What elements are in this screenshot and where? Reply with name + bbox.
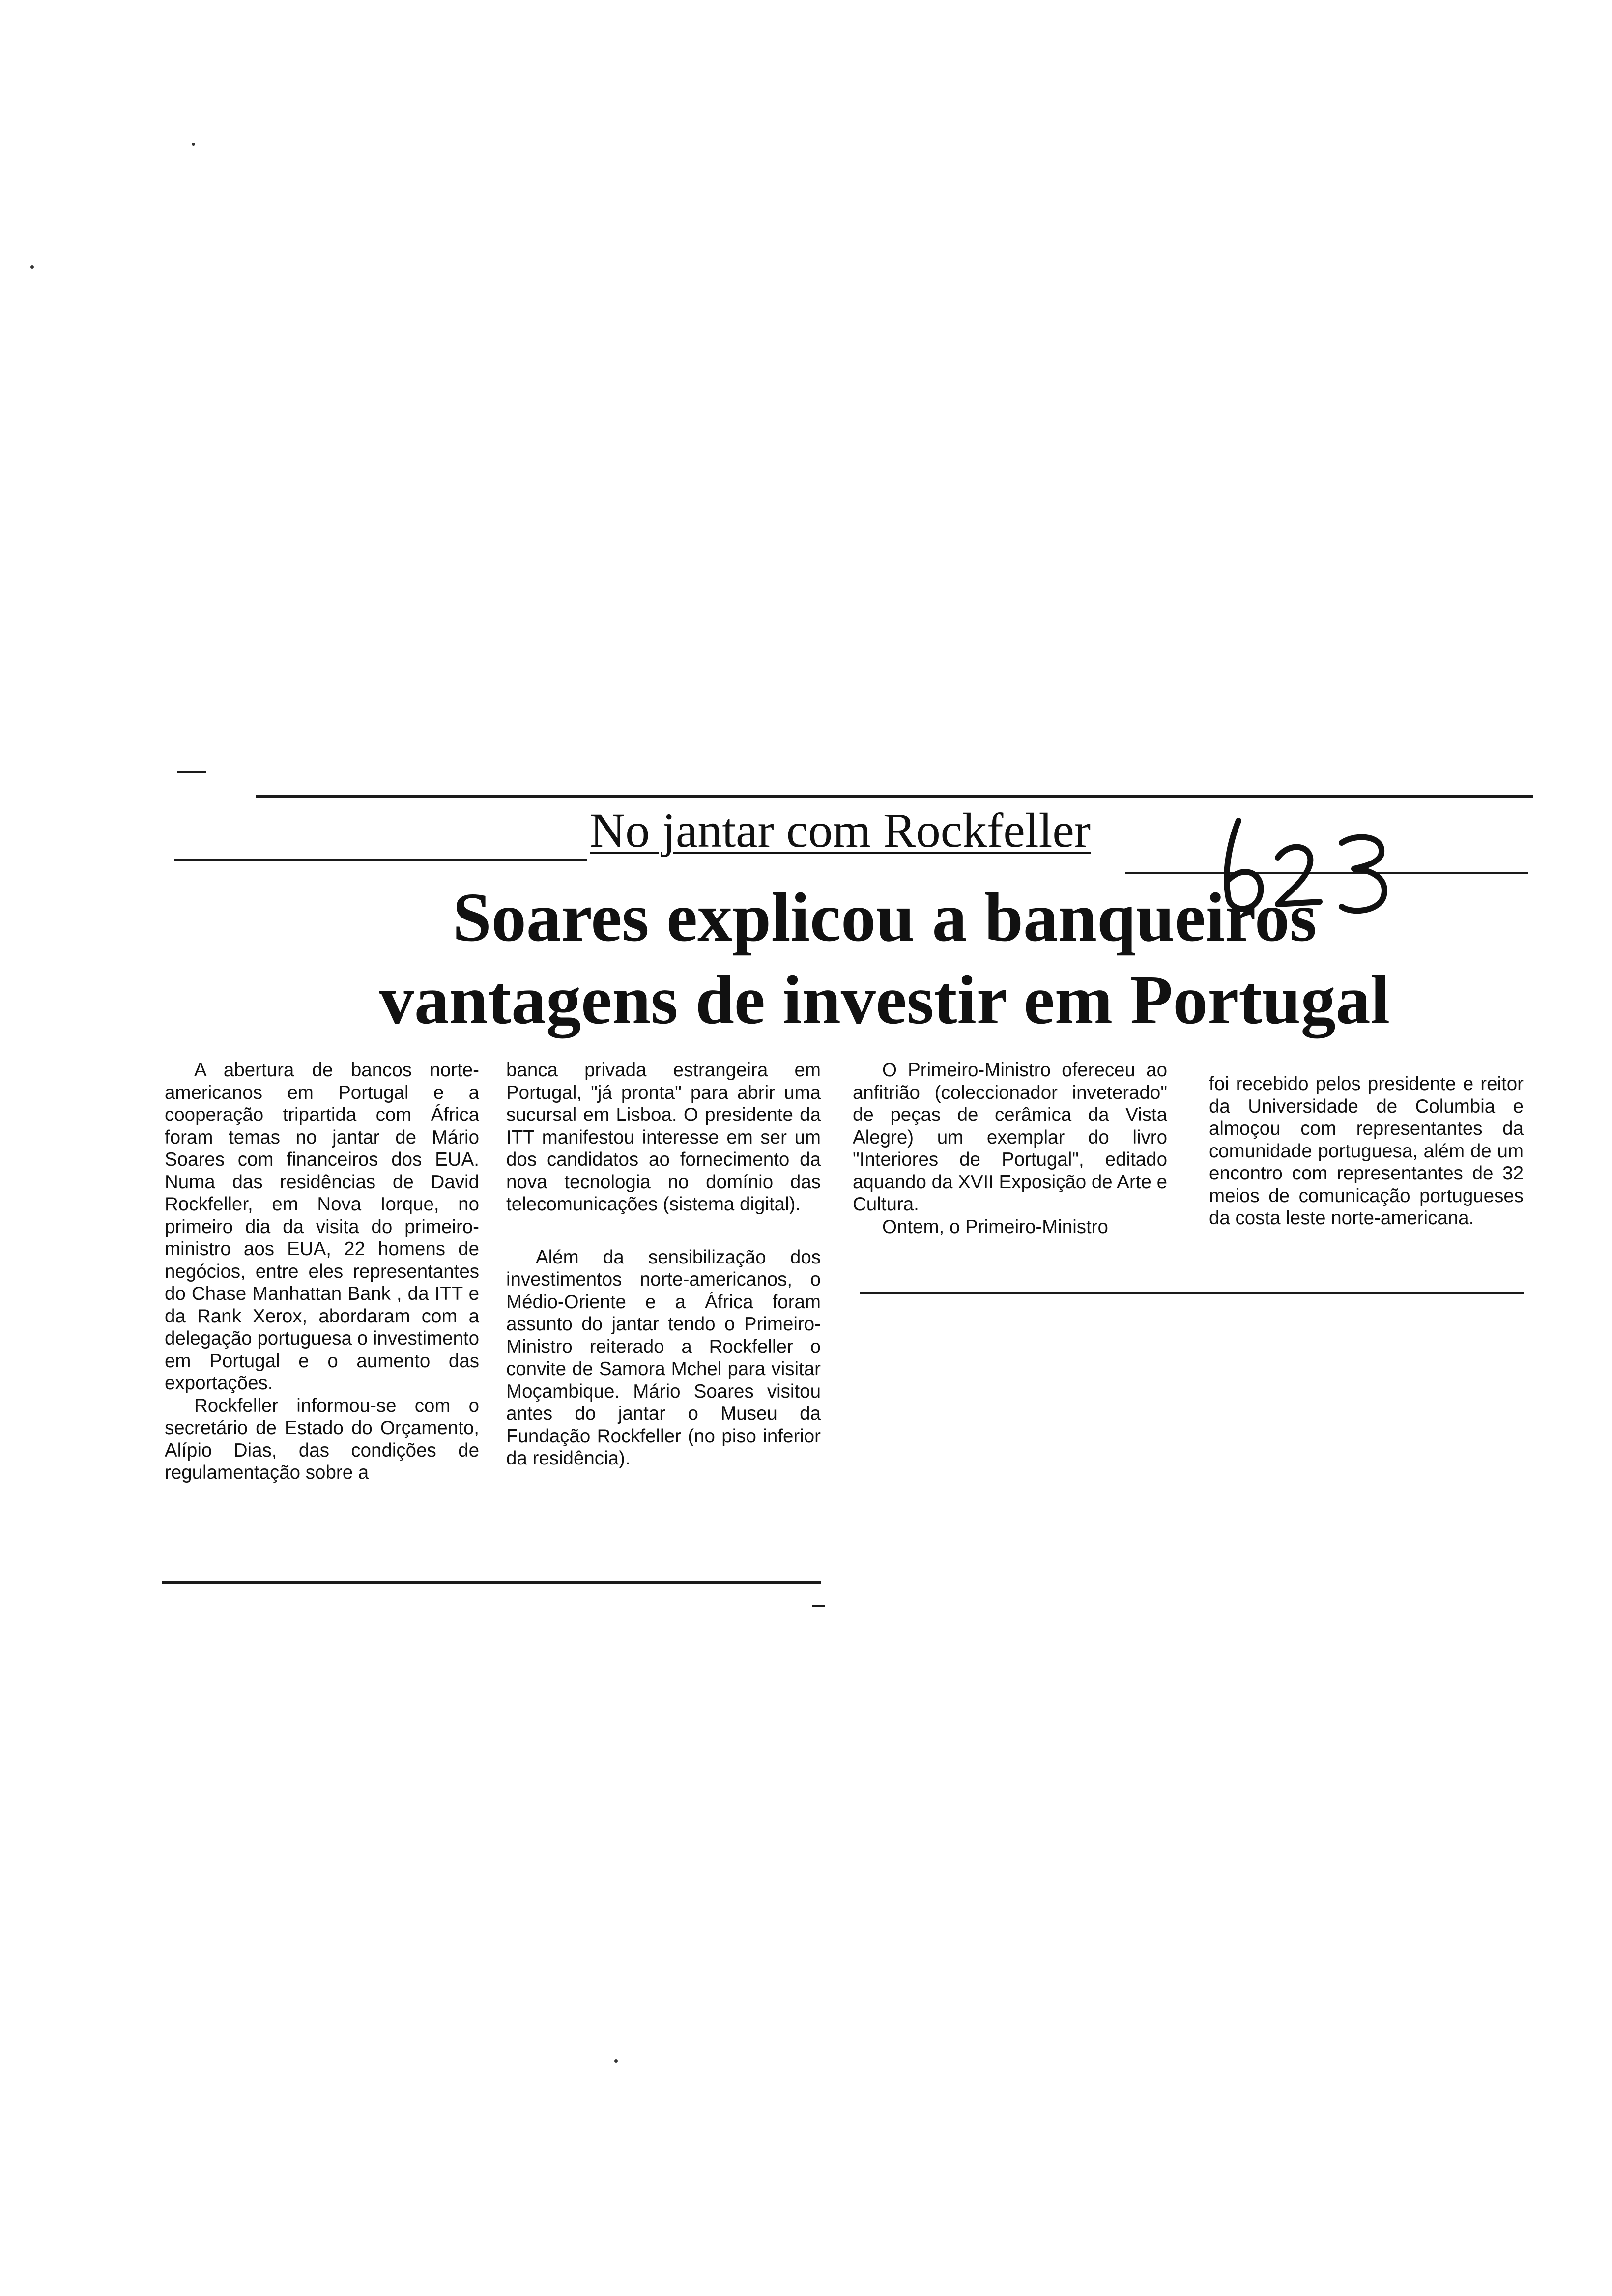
bottom-rule-left xyxy=(162,1581,821,1584)
headline-line-2: vantagens de investir em Portugal xyxy=(379,961,1390,1038)
paragraph: O Primeiro-Ministro ofereceu ao anfitrião (coleccionador inveterado" de peças de cerâmica da Vista Alegre) um exemplar do livro "Interiores de Portugal", editado aquando da XVII Exposição de Arte e Cultura. xyxy=(853,1060,1167,1215)
paragraph: Rockfeller informou-se com o secretário de Estado do Orçamento, Alípio Dias, das condições de regulamentação sobre a xyxy=(165,1395,479,1483)
paragraph: foi recebido pelos presidente e reitor da Universidade de Columbia e almoçou com representantes da comunidade portuguesa, além de um encontro com representantes de 32 meios de comunicação portugueses da costa leste norte-americana. xyxy=(1209,1073,1524,1229)
article-column-1 xyxy=(165,1059,479,1484)
headline-line-1: Soares explicou a banqueiros xyxy=(452,878,1317,956)
bottom-rule-right xyxy=(860,1292,1524,1294)
article-column-2 xyxy=(506,1059,821,1470)
top-rule xyxy=(256,795,1533,798)
article-kicker: No jantar com Rockfeller xyxy=(590,803,1091,858)
paragraph: Ontem, o Primeiro-Ministro xyxy=(882,1216,1108,1237)
article-column-4 xyxy=(1209,1073,1524,1230)
article-column-3 xyxy=(853,1059,1167,1238)
speck xyxy=(614,2059,618,2063)
corner-mark xyxy=(177,771,206,773)
kicker-rule-left xyxy=(174,859,587,861)
paragraph: banca privada estrangeira em Portugal, "já pronta" para abrir uma sucursal em Lisboa. O presidente da ITT manifestou interesse em ser um dos candidatos ao fornecimento da nova tecnologia no domínio das telecomunicações (sistema digital). xyxy=(506,1060,821,1215)
speck xyxy=(30,265,34,269)
paragraph: A abertura de bancos norte-americanos em Portugal e a cooperação tripartida com África foram temas no jantar de Mário Soares com financeiros dos EUA. Numa das residências de David Rockfeller, em Nova Iorque, no primeiro dia da visita do primeiro-ministro aos EUA, 22 homens de negócios, entre eles representantes do Chase Manhattan Bank , da ITT e da Rank Xerox, abordaram com a delegação portuguesa o investimento em Portugal e o aumento das exportações. xyxy=(165,1060,479,1394)
paragraph: Além da sensibilização dos investimentos norte-americanos, o Médio-Oriente e a África foram assunto do jantar tendo o Primeiro-Ministro reiterado a Rockfeller o convite de Samora Mchel para visitar Moçambique. Mário Soares visitou antes do jantar o Museu da Fundação Rockfeller (no piso inferior da residência). xyxy=(506,1246,821,1469)
speck xyxy=(192,143,195,146)
bottom-tick xyxy=(812,1605,825,1607)
